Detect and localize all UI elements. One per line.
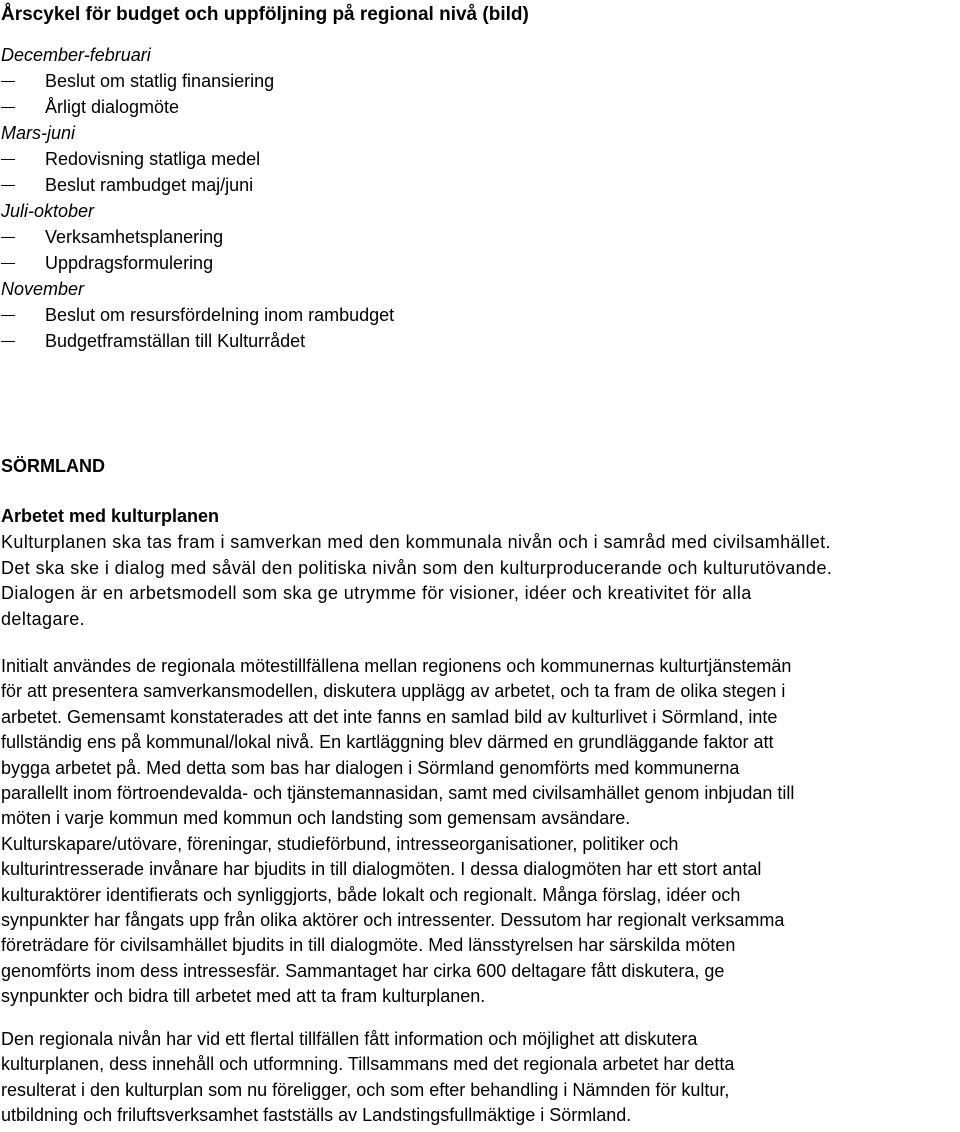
cycle-item-label: Budgetframställan till Kulturrådet (45, 331, 306, 351)
cycle-list-item (1, 94, 901, 120)
region-heading: SÖRMLAND (1, 456, 105, 476)
text-line: Kulturplanen ska tas fram i samverkan med den kommunala nivån och i samråd med civilsamhället. (1, 532, 831, 552)
text-line: Kulturskapare/utövare, föreningar, studieförbund, intresseorganisationer, politiker och (1, 833, 679, 854)
text-line: kulturintresserade invånare har bjudits in till dialogmöten. I dessa dialogmöten har ett stort antal (1, 859, 762, 880)
period-heading: Juli-oktober (1, 201, 95, 221)
section-subheading: Arbetet med kulturplanen (1, 506, 220, 526)
cycle-list-item (1, 250, 901, 276)
dash-bullet-icon (1, 107, 15, 108)
cycle-list-item (1, 302, 901, 328)
annual-cycle-list (1, 42, 901, 354)
dash-bullet-icon (1, 237, 15, 238)
text-line: utbildning och friluftsverksamhet fastställs av Landstingsfullmäktige i Sörmland. (1, 1105, 632, 1126)
cycle-item-label: Verksamhetsplanering (45, 227, 224, 247)
cycle-item-label: Redovisning statliga medel (45, 149, 261, 169)
cycle-item-label: Beslut om statlig finansiering (45, 71, 275, 91)
dash-bullet-icon (1, 81, 15, 82)
text-line: synpunkter och bidra till arbetet med att ta fram kulturplanen. (1, 986, 486, 1007)
cycle-item-label: Beslut om resursfördelning inom rambudget (45, 305, 395, 325)
text-line: fullständig ens på kommunal/lokal nivå. En kartläggning blev därmed en grundläggande faktor att (1, 732, 774, 753)
text-line: Det ska ske i dialog med såväl den politiska nivån som den kulturproducerande och kulturutövande. (1, 557, 833, 578)
cycle-list-item (1, 68, 901, 94)
text-line: Dialogen är en arbetsmodell som ska ge utrymme för visioner, idéer och kreativitet för alla (1, 583, 752, 603)
text-line: Initialt användes de regionala mötestillfällena mellan regionens och kommunernas kulturtjänstemän (1, 656, 792, 676)
dash-bullet-icon (1, 263, 15, 264)
period-heading: Mars-juni (1, 123, 76, 143)
text-line: kulturaktörer identifierats och synliggjorts, både lokalt och regionalt. Många förslag, idéer och (1, 884, 741, 905)
text-line: bygga arbetet på. Med detta som bas har dialogen i Sörmland genomförts med kommunerna (1, 757, 740, 778)
text-line: för att presentera samverkansmodellen, diskutera upplägg av arbetet, och ta fram de olika stegen i (1, 681, 786, 702)
cycle-item-label: Årligt dialogmöte (45, 97, 180, 117)
cycle-item-label: Beslut rambudget maj/juni (45, 175, 254, 195)
text-line: parallellt inom förtroendevalda- och tjänstemannasidan, samt med civilsamhället genom inbjudan till (1, 783, 795, 804)
period-heading: November (1, 279, 85, 299)
cycle-item-label: Uppdragsformulering (45, 253, 214, 273)
text-line: synpunkter har fångats upp från olika aktörer och intressenter. Dessutom har regionalt verksamma (1, 910, 785, 931)
text-line: kulturplanen, dess innehåll och utformning. Tillsammans med det regionala arbetet har detta (1, 1054, 735, 1075)
dash-bullet-icon (1, 341, 15, 342)
cycle-list-item (1, 172, 901, 198)
text-line: möten i varje kommun med kommun och landsting som gemensam avsändare. (1, 808, 631, 829)
text-line: företrädare för civilsamhället bjudits in till dialogmöte. Med länsstyrelsen har särskilda möten (1, 935, 736, 956)
cycle-list-item (1, 328, 901, 354)
dash-bullet-icon (1, 315, 15, 316)
text-line: genomförts inom dess intressesfär. Sammantaget har cirka 600 deltagare fått diskutera, ge (1, 960, 725, 981)
intro-paragraph (1, 530, 941, 632)
body-paragraph (1, 1027, 959, 1129)
page-title: Årscykel för budget och uppföljning på regional nivå (bild) (1, 4, 529, 25)
cycle-list-item (1, 146, 901, 172)
text-line: deltagare. (1, 608, 86, 629)
text-line: arbetet. Gemensamt konstaterades att det inte fanns en samlad bild av kulturlivet i Sörmland, inte (1, 706, 778, 727)
dash-bullet-icon (1, 185, 15, 186)
period-heading: December-februari (1, 45, 151, 65)
text-line: Den regionala nivån har vid ett flertal tillfällen fått information och möjlighet att diskutera (1, 1029, 698, 1049)
cycle-list-item (1, 224, 901, 250)
dash-bullet-icon (1, 159, 15, 160)
body-paragraph (1, 654, 959, 1010)
text-line: resulterat i den kulturplan som nu föreligger, och som efter behandling i Nämnden för kultur, (1, 1079, 730, 1100)
